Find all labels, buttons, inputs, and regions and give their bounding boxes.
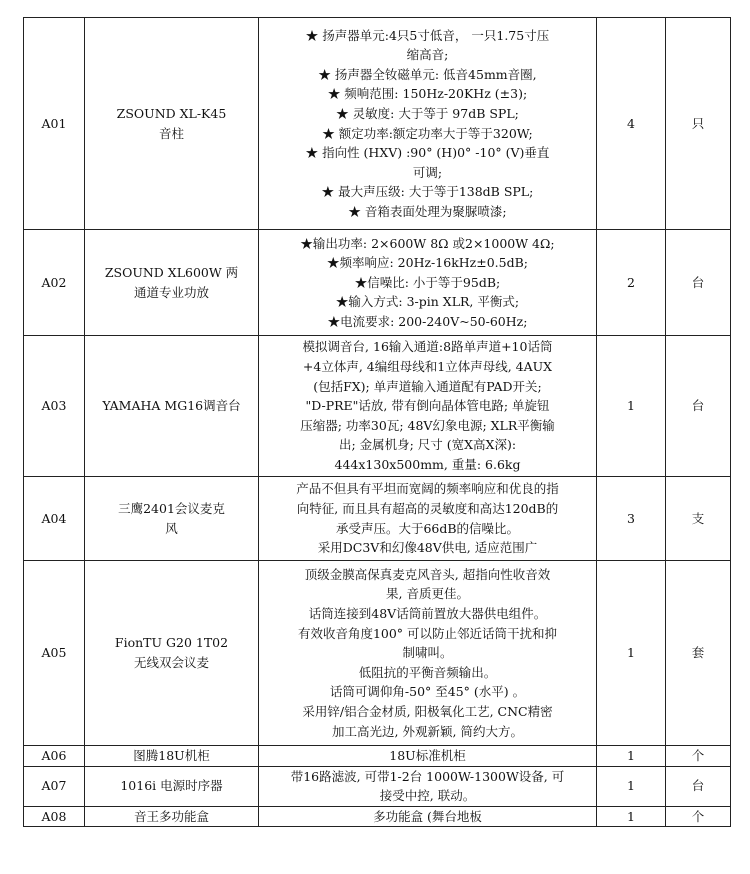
item-name-cell <box>85 477 259 561</box>
item-spec-line: (包括FX); 单声道输入通道配有PAD开关; <box>313 378 542 394</box>
item-spec-line: ★电流要求: 200-240V~50-60Hz; <box>327 313 528 329</box>
item-spec-line: 18U标准机柜 <box>389 748 466 763</box>
item-spec-line: 话筒连接到48V话筒前置放大器供电组件。 <box>308 606 547 622</box>
item-spec-line: 出; 金属机身; 尺寸 (宽X高X深): <box>338 437 517 453</box>
item-spec-line: 承受声压。大于66dB的信噪比。 <box>335 520 520 536</box>
item-spec-line: 向特征, 而且具有超高的灵敏度和高达120dB的 <box>296 500 559 516</box>
item-id-cell: A04 <box>24 477 85 561</box>
item-unit-cell: 个 <box>666 806 731 827</box>
table-row <box>24 766 731 806</box>
item-id-cell: A02 <box>24 230 85 336</box>
item-name-line: 风 <box>165 520 178 536</box>
item-spec-cell <box>259 561 597 746</box>
item-id-cell: A06 <box>24 746 85 767</box>
item-quantity-cell: 1 <box>597 766 666 806</box>
item-name-line: ZSOUND XL600W 两 <box>104 264 239 280</box>
item-spec-line: 顶级金膜高保真麦克风音头, 超指向性收音效 <box>304 566 551 582</box>
item-spec-line: 话筒可调仰角-50° 至45° (水平) 。 <box>329 684 526 700</box>
table-row <box>24 336 731 477</box>
item-spec-line: 制啸叫。 <box>402 645 453 661</box>
item-name-line: ZSOUND XL-K45 <box>116 105 227 121</box>
table-row <box>24 477 731 561</box>
item-spec-line: 接受中控, 联动。 <box>379 788 476 804</box>
item-name-cell <box>85 806 259 827</box>
item-spec-line: ★ 最大声压级: 大于等于138dB SPL; <box>321 184 534 200</box>
item-spec-cell <box>259 18 597 230</box>
table-row <box>24 18 731 230</box>
item-spec-line: 缩高音; <box>406 47 449 63</box>
item-unit-cell: 只 <box>666 18 731 230</box>
item-quantity-cell: 1 <box>597 806 666 827</box>
item-spec-line: ★信噪比: 小于等于95dB; <box>354 274 501 290</box>
item-spec-cell <box>259 806 597 827</box>
equipment-table-body <box>24 18 731 827</box>
item-name-line: 1016i 电源时序器 <box>120 778 223 794</box>
item-spec-line: 低阻抗的平衡音频输出。 <box>358 664 497 680</box>
item-name-line: 三鹰2401会议麦克 <box>118 500 225 516</box>
item-spec-line: 模拟调音台, 16输入通道:8路单声道+10话筒 <box>302 339 553 355</box>
item-spec-line: 果, 音质更佳。 <box>386 586 469 602</box>
item-quantity-cell: 2 <box>597 230 666 336</box>
item-spec-cell <box>259 230 597 336</box>
item-spec-line: ★ 频响范围: 150Hz-20KHz (±3); <box>327 86 528 102</box>
item-spec-cell <box>259 477 597 561</box>
item-spec-cell <box>259 336 597 477</box>
item-spec-line: ★ 指向性 (HXV) :90° (H)0° -10° (V)垂直 <box>305 145 550 161</box>
item-id-cell: A01 <box>24 18 85 230</box>
item-unit-cell: 套 <box>666 561 731 746</box>
item-spec-line: ★ 扬声器全钕磁单元: 低音45mm音圈, <box>318 66 537 82</box>
item-quantity-cell: 4 <box>597 18 666 230</box>
item-spec-line: 加工高光边, 外观新颖, 简约大方。 <box>332 723 523 739</box>
item-name-cell <box>85 336 259 477</box>
item-name-line: 音柱 <box>158 125 184 141</box>
item-spec-line: 带16路滤波, 可带1-2台 1000W-1300W设备, 可 <box>290 768 565 784</box>
item-spec-cell <box>259 766 597 806</box>
item-unit-cell: 个 <box>666 746 731 767</box>
item-quantity-cell: 1 <box>597 561 666 746</box>
item-name-line: YAMAHA MG16调音台 <box>102 398 241 414</box>
item-unit-cell: 台 <box>666 766 731 806</box>
item-name-line: 通道专业功放 <box>133 284 209 300</box>
item-spec-line: ★输出功率: 2×600W 8Ω 或2×1000W 4Ω; <box>300 235 555 251</box>
item-spec-line: ★ 扬声器单元:4只5寸低音， 一只1.75寸压 <box>305 27 550 43</box>
item-name-cell <box>85 746 259 767</box>
item-spec-line: ★ 音箱表面处理为聚脲喷漆; <box>348 203 507 219</box>
item-name-line: 音王多功能盒 <box>133 808 209 824</box>
item-spec-line: 压缩器; 功率30瓦; 48V幻象电源; XLR平衡输 <box>300 417 555 433</box>
item-name-cell <box>85 230 259 336</box>
table-row <box>24 230 731 336</box>
item-quantity-cell: 1 <box>597 746 666 767</box>
item-name-line: FionTU G20 1T02 <box>114 635 229 651</box>
item-name-cell <box>85 18 259 230</box>
item-spec-line: ★ 额定功率:额定功率大于等于320W; <box>322 125 533 141</box>
table-row <box>24 806 731 827</box>
item-spec-line: "D-PRE"话放, 带有倒向晶体管电路; 单旋钮 <box>305 398 550 414</box>
item-name-cell <box>85 561 259 746</box>
item-spec-line: 采用DC3V和幻像48V供电, 适应范围广 <box>317 540 538 556</box>
item-spec-line: ★ 灵敏度: 大于等于 97dB SPL; <box>336 105 519 121</box>
item-id-cell: A03 <box>24 336 85 477</box>
item-unit-cell: 台 <box>666 230 731 336</box>
item-quantity-cell: 1 <box>597 336 666 477</box>
item-quantity-cell: 3 <box>597 477 666 561</box>
item-spec-line: 444x130x500mm, 重量: 6.6kg <box>334 456 521 472</box>
item-spec-cell <box>259 746 597 767</box>
item-id-cell: A05 <box>24 561 85 746</box>
item-spec-line: 采用锌/铝合金材质, 阳极氧化工艺, CNC精密 <box>302 703 553 719</box>
item-spec-line: 多功能盒 (舞台地板 <box>373 808 482 824</box>
item-name-cell <box>85 766 259 806</box>
item-unit-cell: 台 <box>666 336 731 477</box>
equipment-table <box>23 17 731 827</box>
item-id-cell: A07 <box>24 766 85 806</box>
item-spec-line: 可调; <box>412 164 443 180</box>
item-name-line: 图腾18U机柜 <box>133 748 210 763</box>
item-spec-line: 有效收音角度100° 可以防止邻近话筒干扰和抑 <box>297 625 558 641</box>
item-unit-cell: 支 <box>666 477 731 561</box>
item-spec-line: 产品不但具有平坦而宽阔的频率响应和优良的指 <box>296 481 559 497</box>
item-spec-line: ★频率响应: 20Hz-16kHz±0.5dB; <box>326 255 529 271</box>
table-row <box>24 746 731 767</box>
item-id-cell: A08 <box>24 806 85 827</box>
table-row <box>24 561 731 746</box>
item-spec-line: ★输入方式: 3-pin XLR, 平衡式; <box>335 294 520 310</box>
item-spec-line: +4立体声, 4编组母线和1立体声母线, 4AUX <box>302 359 553 375</box>
item-name-line: 无线双会议麦 <box>133 655 209 670</box>
